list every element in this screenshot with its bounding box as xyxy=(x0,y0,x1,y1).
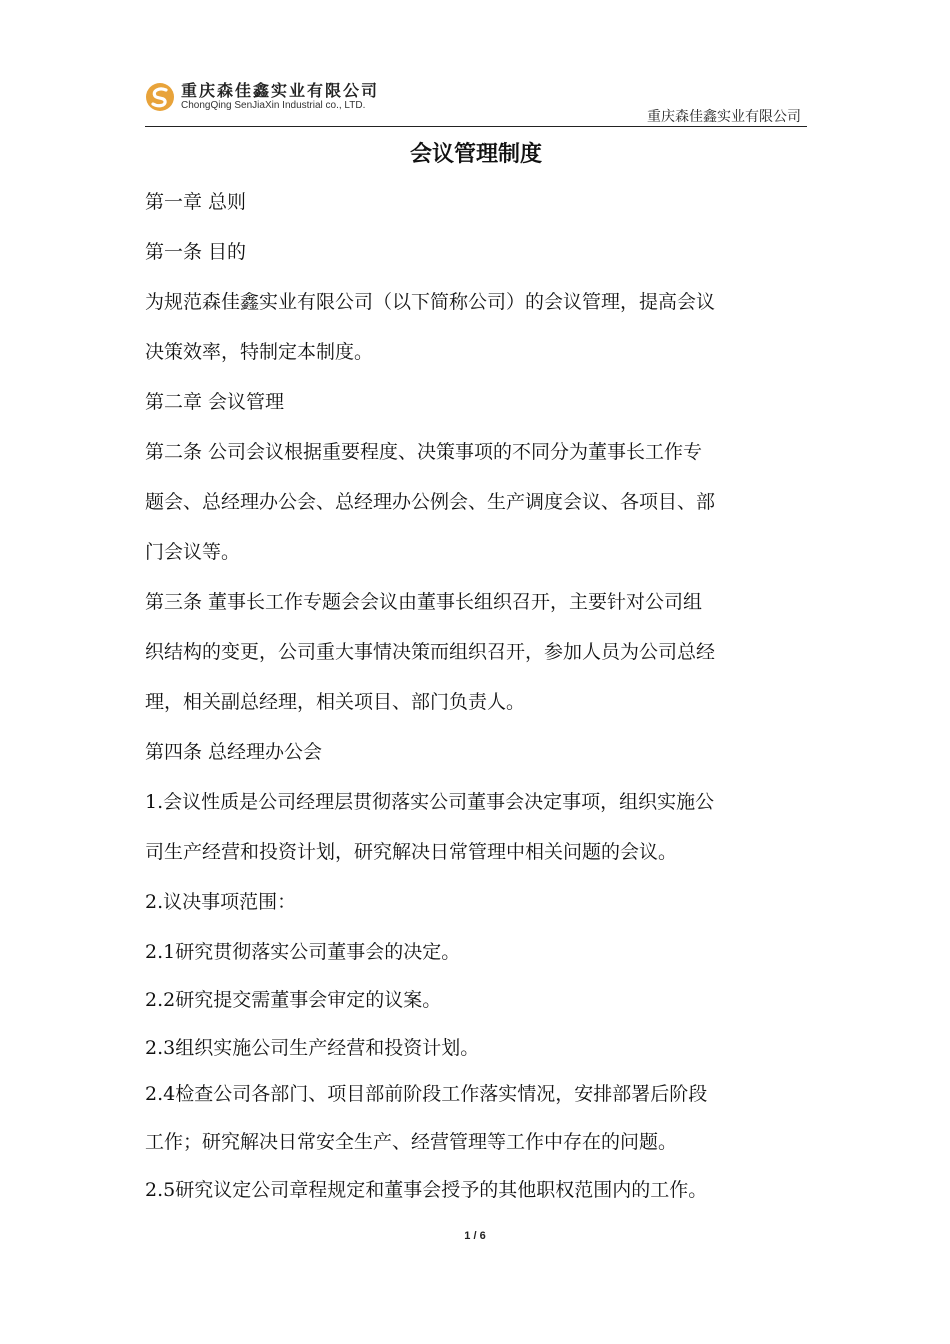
text-line: 2.1研究贯彻落实公司董事会的决定。 xyxy=(145,941,461,963)
text-line: 2.5研究议定公司章程规定和董事会授予的其他职权范围内的工作。 xyxy=(145,1179,708,1201)
company-logo-icon xyxy=(145,82,175,112)
logo-chinese-text: 重庆森佳鑫实业有限公司 xyxy=(181,81,380,100)
text-line: 门会议等。 xyxy=(145,541,241,563)
page-header xyxy=(145,72,807,128)
text-line: 2.4检查公司各部门、项目部前阶段工作落实情况，安排部署后阶段 xyxy=(145,1083,708,1105)
header-divider xyxy=(145,126,807,127)
text-line: 为规范森佳鑫实业有限公司（以下简称公司）的会议管理，提高会议 xyxy=(145,291,716,313)
text-line: 题会、总经理办公会、总经理办公例会、生产调度会议、各项目、部 xyxy=(145,491,716,513)
page-number: 1 / 6 xyxy=(464,1230,486,1242)
text-line: 织结构的变更，公司重大事情决策而组织召开，参加人员为公司总经 xyxy=(145,641,716,663)
text-line: 2.议决事项范围： xyxy=(145,891,297,913)
text-line: 理，相关副总经理，相关项目、部门负责人。 xyxy=(145,691,526,713)
text-line: 第一条 目的 xyxy=(145,241,247,263)
text-line: 1.会议性质是公司经理层贯彻落实公司董事会决定事项，组织实施公 xyxy=(145,791,715,813)
text-line: 工作；研究解决日常安全生产、经营管理等工作中存在的问题。 xyxy=(145,1131,678,1153)
text-line: 2.2研究提交需董事会审定的议案。 xyxy=(145,989,442,1011)
text-line: 决策效率，特制定本制度。 xyxy=(145,341,374,363)
text-line: 2.3组织实施公司生产经营和投资计划。 xyxy=(145,1037,480,1059)
text-line: 第二章 会议管理 xyxy=(145,391,285,413)
document-title: 会议管理制度 xyxy=(409,141,542,167)
logo-english-text: ChongQing SenJiaXin Industrial co., LTD. xyxy=(181,100,366,111)
header-company-name: 重庆森佳鑫实业有限公司 xyxy=(647,109,801,125)
text-line: 第四条 总经理办公会 xyxy=(145,741,323,763)
text-line: 司生产经营和投资计划，研究解决日常管理中相关问题的会议。 xyxy=(145,841,678,863)
text-line: 第三条 董事长工作专题会会议由董事长组织召开，主要针对公司组 xyxy=(145,591,703,613)
text-line: 第一章 总则 xyxy=(145,191,247,213)
text-line: 第二条 公司会议根据重要程度、决策事项的不同分为董事长工作专 xyxy=(145,441,703,463)
company-logo xyxy=(145,78,385,118)
